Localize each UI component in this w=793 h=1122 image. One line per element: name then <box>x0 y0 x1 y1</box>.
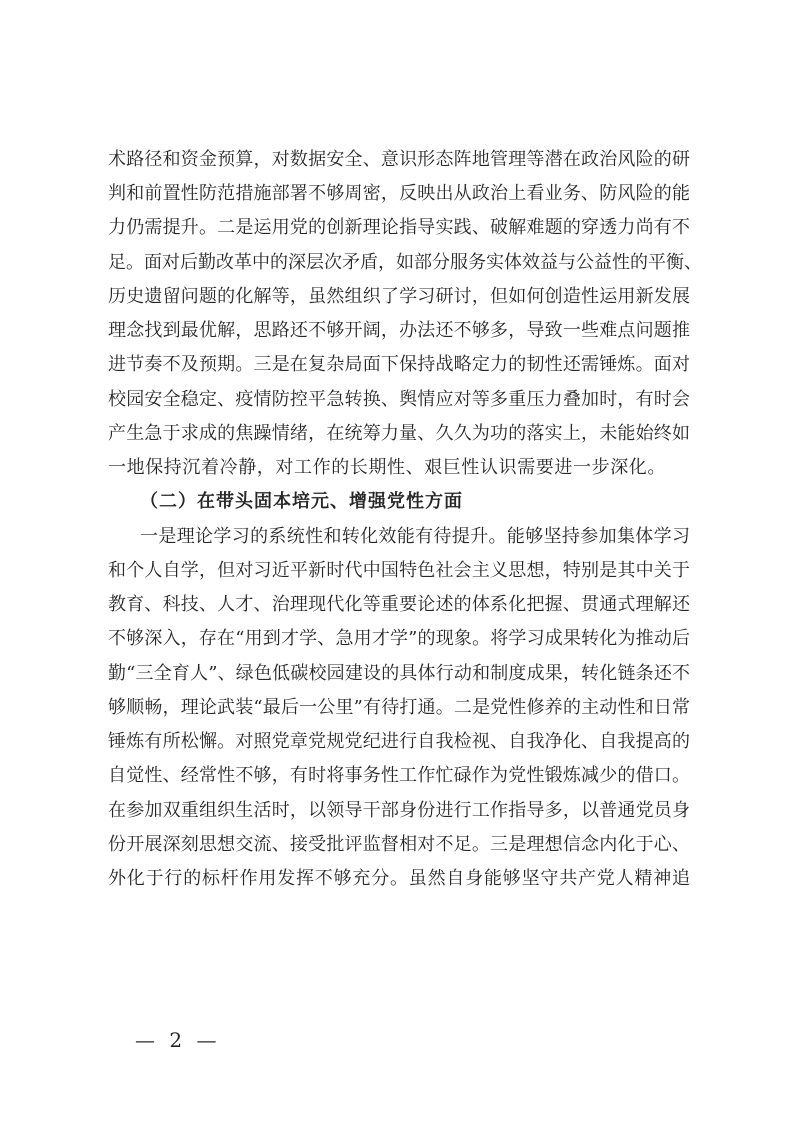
body-text-line: 锤炼有所松懈。对照党章党规党纪进行自我检视、自我净化、自我提高的 <box>108 731 690 753</box>
body-text-line: 力仍需提升。二是运用党的创新理论指导实践、破解难题的穿透力尚有不 <box>108 217 690 239</box>
body-text-line: 足。面对后勤改革中的深层次矛盾，如部分服务实体效益与公益性的平衡、 <box>108 251 702 273</box>
body-text-line: 不够深入，存在“用到才学、急用才学”的现象。将学习成果转化为推动后 <box>108 628 690 650</box>
body-text-line: 历史遗留问题的化解等，虽然组织了学习研讨，但如何创造性运用新发展 <box>108 285 690 307</box>
body-text-line: 在参加双重组织生活时，以领导干部身份进行工作指导多，以普通党员身 <box>108 799 690 821</box>
body-text-line: 外化于行的标杆作用发挥不够充分。虽然自身能够坚守共产党人精神追 <box>108 868 690 890</box>
body-text-line: 产生急于求成的焦躁情绪，在统筹力量、久久为功的落实上，未能始终如 <box>108 422 690 444</box>
body-text-line: 自觉性、经常性不够，有时将事务性工作忙碌作为党性锻炼减少的借口。 <box>108 765 690 787</box>
body-text-line: 一地保持沉着冷静，对工作的长期性、艰巨性认识需要进一步深化。 <box>108 457 666 479</box>
body-text-line: 校园安全稳定、疫情防控平急转换、舆情应对等多重压力叠加时，有时会 <box>108 388 690 410</box>
body-text-line: 判和前置性防范措施部署不够周密，反映出从政治上看业务、防风险的能 <box>108 183 690 205</box>
body-text-line: 教育、科技、人才、治理现代化等重要论述的体系化把握、贯通式理解还 <box>108 594 690 616</box>
body-text-line: 份开展深刻思想交流、接受批评监督相对不足。三是理想信念内化于心、 <box>108 833 690 855</box>
body-text-line: 进节奏不及预期。三是在复杂局面下保持战略定力的韧性还需锤炼。面对 <box>108 354 690 376</box>
body-text-line: 和个人自学，但对习近平新时代中国特色社会主义思想，特别是其中关于 <box>108 559 690 581</box>
body-text-line: 术路径和资金预算，对数据安全、意识形态阵地管理等潜在政治风险的研 <box>108 149 690 170</box>
body-text-line: 够顺畅，理论武装“最后一公里”有待打通。二是党性修养的主动性和日常 <box>108 696 690 718</box>
body-text-line: 一是理论学习的系统性和转化效能有待提升。能够坚持参加集体学习 <box>140 525 690 547</box>
body-text-line: 勤“三全育人”、绿色低碳校园建设的具体行动和制度成果，转化链条还不 <box>108 662 690 684</box>
page-number: — 2 — <box>135 1028 221 1052</box>
body-text-line: 理念找到最优解，思路还不够开阔，办法还不够多，导致一些难点问题推 <box>108 320 690 342</box>
section-heading: （二）在带头固本培元、增强党性方面 <box>140 491 463 513</box>
